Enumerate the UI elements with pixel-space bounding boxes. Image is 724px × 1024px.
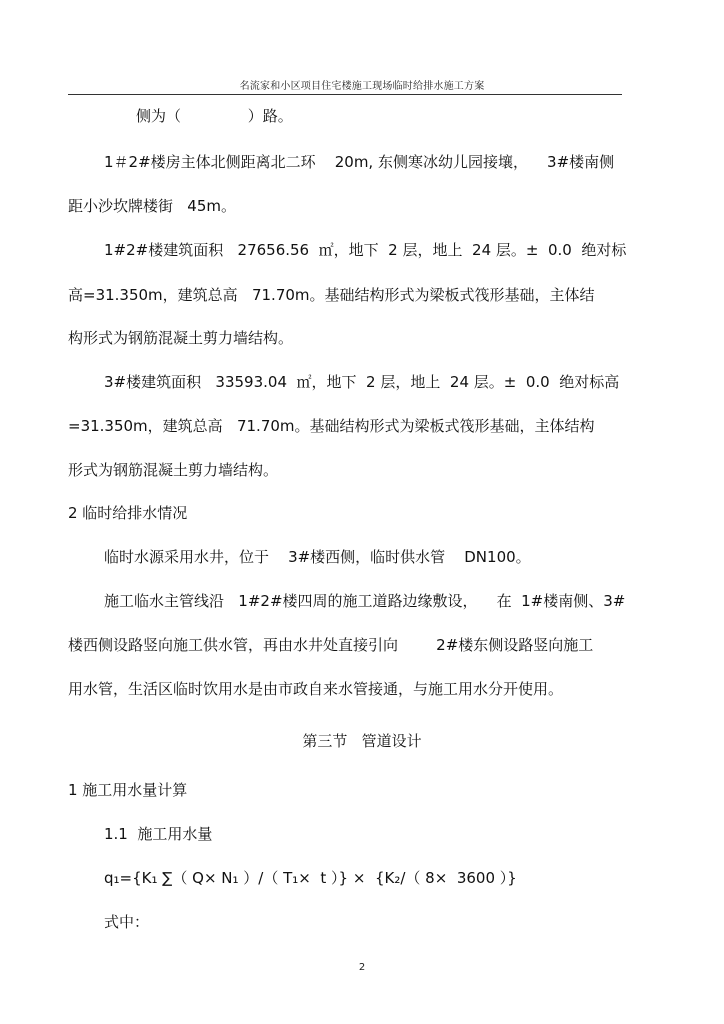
paragraph-line: 形式为钢筋混凝土剪力墙结构。 bbox=[68, 461, 279, 479]
paragraph-line: 式中： bbox=[104, 913, 150, 931]
paragraph-line: 侧为（ ）路。 bbox=[136, 107, 293, 125]
formula-line: q₁={K₁ ∑（ Q× N₁ ）/（ T₁× t ）} × {K₂/（ 8× 3600 ）} bbox=[104, 869, 517, 887]
paragraph-line: 楼西侧设路竖向施工供水管，再由水井处直接引向 2#楼东侧设路竖向施工 bbox=[68, 636, 594, 654]
paragraph-line: 施工临水主管线沿 1#2#楼四周的施工道路边缘敷设， 在 1#楼南侧、3# bbox=[104, 592, 626, 610]
page-number: 2 bbox=[358, 962, 366, 973]
section-heading: 1 施工用水量计算 bbox=[68, 781, 188, 799]
paragraph-line: 构形式为钢筋混凝土剪力墙结构。 bbox=[68, 329, 294, 347]
header-divider bbox=[68, 94, 622, 95]
paragraph-line: 高=31.350m，建筑总高 71.70m。基础结构形式为梁板式筏形基础，主体结 bbox=[68, 286, 595, 304]
section-heading: 2 临时给排水情况 bbox=[68, 504, 188, 522]
paragraph-line: 1＃2#楼房主体北侧距离北二环 20m, 东侧寒冰幼儿园接壤， 3#楼南侧 bbox=[104, 153, 615, 171]
paragraph-line: 1#2#楼建筑面积 27656.56 ㎡，地下 2 层，地上 24 层。± 0.0 绝对标 bbox=[104, 241, 627, 259]
subsection-heading: 1.1 施工用水量 bbox=[104, 825, 213, 843]
paragraph-line: 临时水源采用水井，位于 3#楼西侧，临时供水管 DN100。 bbox=[104, 548, 531, 566]
running-header: 名流家和小区项目住宅楼施工现场临时给排水施工方案 bbox=[239, 81, 485, 92]
paragraph-line: 3#楼建筑面积 33593.04 ㎡，地下 2 层，地上 24 层。± 0.0 绝对标高 bbox=[104, 373, 620, 391]
paragraph-line: 距小沙坎牌楼街 45m。 bbox=[68, 197, 237, 215]
paragraph-line: =31.350m，建筑总高 71.70m。基础结构形式为梁板式筏形基础，主体结构 bbox=[68, 417, 595, 435]
chapter-heading: 第三节 管道设计 bbox=[302, 732, 422, 750]
paragraph-line: 用水管，生活区临时饮用水是由市政自来水管接通，与施工用水分开使用。 bbox=[68, 680, 564, 698]
